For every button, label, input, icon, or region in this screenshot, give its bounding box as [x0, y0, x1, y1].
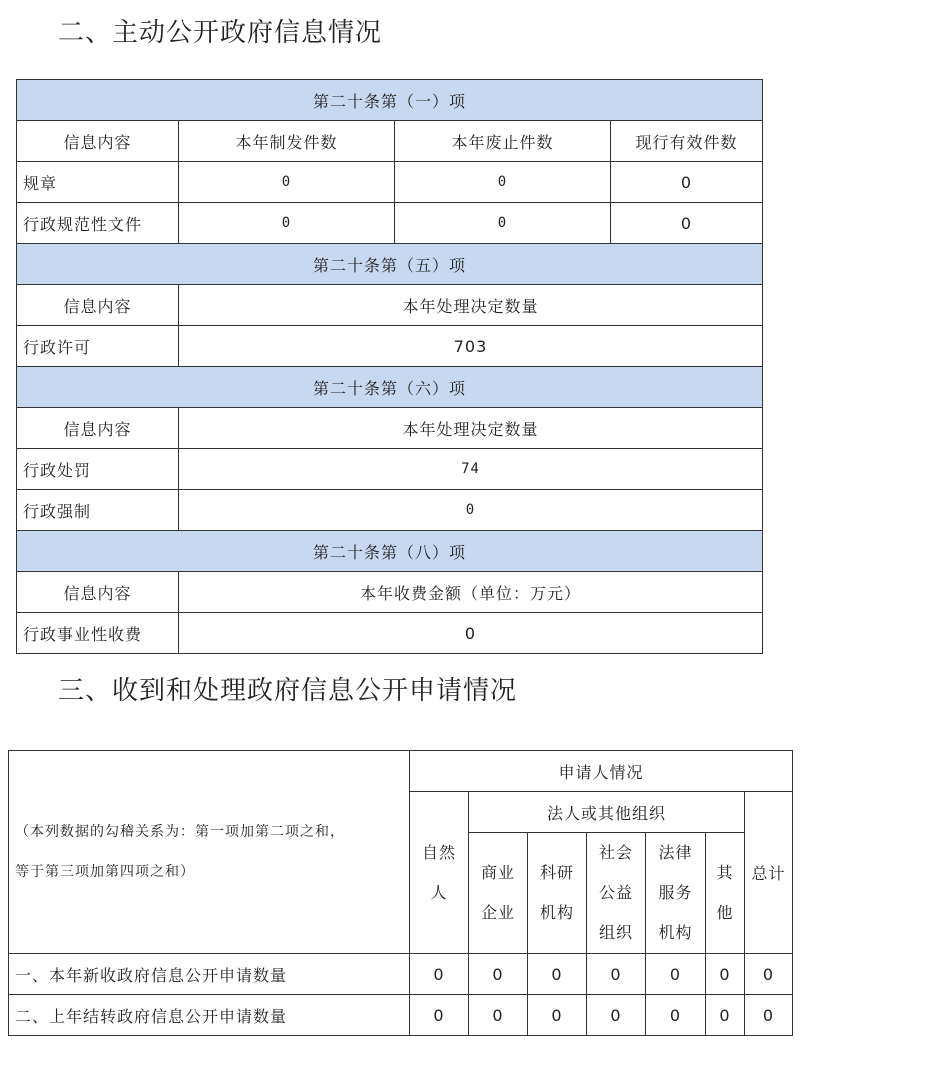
row-label: 规章 — [17, 162, 179, 203]
cell-value: 0 — [469, 995, 528, 1036]
table-row — [17, 203, 763, 244]
header-line: 他 — [716, 903, 734, 922]
other-header — [706, 833, 745, 954]
table-row — [9, 995, 793, 1036]
research-header — [528, 833, 587, 954]
natural-person-header — [410, 792, 469, 954]
legal-org-header: 法人或其他组织 — [469, 792, 745, 833]
row-label: 二、上年结转政府信息公开申请数量 — [9, 995, 410, 1036]
header-line: 组织 — [598, 923, 633, 942]
col-header: 本年废止件数 — [395, 121, 611, 162]
header-line: 社会 — [598, 843, 633, 862]
section-header-article20-1: 第二十条第（一）项 — [17, 80, 763, 121]
note-cell — [9, 751, 410, 954]
cell-value: 0 — [587, 954, 646, 995]
cell-value: 0 — [410, 954, 469, 995]
cell-value: 703 — [179, 326, 763, 367]
col-header: 信息内容 — [17, 121, 179, 162]
cell-value: 0 — [179, 613, 763, 654]
row-label: 行政许可 — [17, 326, 179, 367]
section-header-article20-5: 第二十条第（五）项 — [17, 244, 763, 285]
note-line: 等于第三项加第四项之和） — [15, 864, 195, 880]
header-line: 科研 — [539, 863, 574, 882]
col-header: 信息内容 — [17, 572, 179, 613]
proactive-disclosure-table — [16, 79, 763, 654]
col-header: 信息内容 — [17, 285, 179, 326]
cell-value: 0 — [179, 203, 395, 244]
table-row — [17, 162, 763, 203]
cell-value: 0 — [410, 995, 469, 1036]
table-row — [9, 954, 793, 995]
table-row — [17, 326, 763, 367]
cell-value: 0 — [395, 162, 611, 203]
col-header: 信息内容 — [17, 408, 179, 449]
cell-value: 0 — [611, 162, 763, 203]
social-welfare-header — [587, 833, 646, 954]
cell-value: 0 — [528, 995, 587, 1036]
section3-title: 三、收到和处理政府信息公开申请情况 — [58, 676, 518, 706]
col-header: 本年处理决定数量 — [179, 285, 763, 326]
header-line: 企业 — [480, 903, 515, 922]
cell-value: 0 — [469, 954, 528, 995]
cell-value: 0 — [179, 490, 763, 531]
header-line: 机构 — [658, 923, 693, 942]
cell-value: 0 — [646, 995, 706, 1036]
application-handling-table — [8, 750, 793, 1036]
col-header: 本年制发件数 — [179, 121, 395, 162]
table-row — [17, 449, 763, 490]
col-header: 现行有效件数 — [611, 121, 763, 162]
header-line: 人 — [430, 882, 448, 902]
cell-value: 0 — [745, 995, 793, 1036]
table-row — [17, 613, 763, 654]
cell-value: 0 — [646, 954, 706, 995]
row-label: 行政规范性文件 — [17, 203, 179, 244]
legal-service-header — [646, 833, 706, 954]
cell-value: 0 — [611, 203, 763, 244]
header-line: 服务 — [658, 883, 693, 902]
header-line: 其 — [716, 863, 734, 882]
col-header: 本年收费金额（单位：万元） — [179, 572, 763, 613]
row-label: 行政事业性收费 — [17, 613, 179, 654]
header-line: 机构 — [539, 903, 574, 922]
cell-value: 0 — [706, 954, 745, 995]
applicant-header: 申请人情况 — [410, 751, 793, 792]
cell-value: 74 — [179, 449, 763, 490]
row-label: 行政强制 — [17, 490, 179, 531]
cell-value: 0 — [745, 954, 793, 995]
section2-title: 二、主动公开政府信息情况 — [58, 18, 383, 48]
business-header — [469, 833, 528, 954]
row-label: 一、本年新收政府信息公开申请数量 — [9, 954, 410, 995]
total-header: 总计 — [745, 792, 793, 954]
note-line: （本列数据的勾稽关系为：第一项加第二项之和， — [15, 824, 345, 840]
section-header-article20-8: 第二十条第（八）项 — [17, 531, 763, 572]
section-header-article20-6: 第二十条第（六）项 — [17, 367, 763, 408]
header-line: 自然 — [421, 842, 456, 862]
cell-value: 0 — [395, 203, 611, 244]
header-line: 商业 — [480, 863, 515, 882]
cell-value: 0 — [706, 995, 745, 1036]
cell-value: 0 — [528, 954, 587, 995]
row-label: 行政处罚 — [17, 449, 179, 490]
header-line: 法律 — [658, 843, 693, 862]
cell-value: 0 — [587, 995, 646, 1036]
col-header: 本年处理决定数量 — [179, 408, 763, 449]
table-row — [17, 490, 763, 531]
header-line: 公益 — [598, 883, 633, 902]
cell-value: 0 — [179, 162, 395, 203]
